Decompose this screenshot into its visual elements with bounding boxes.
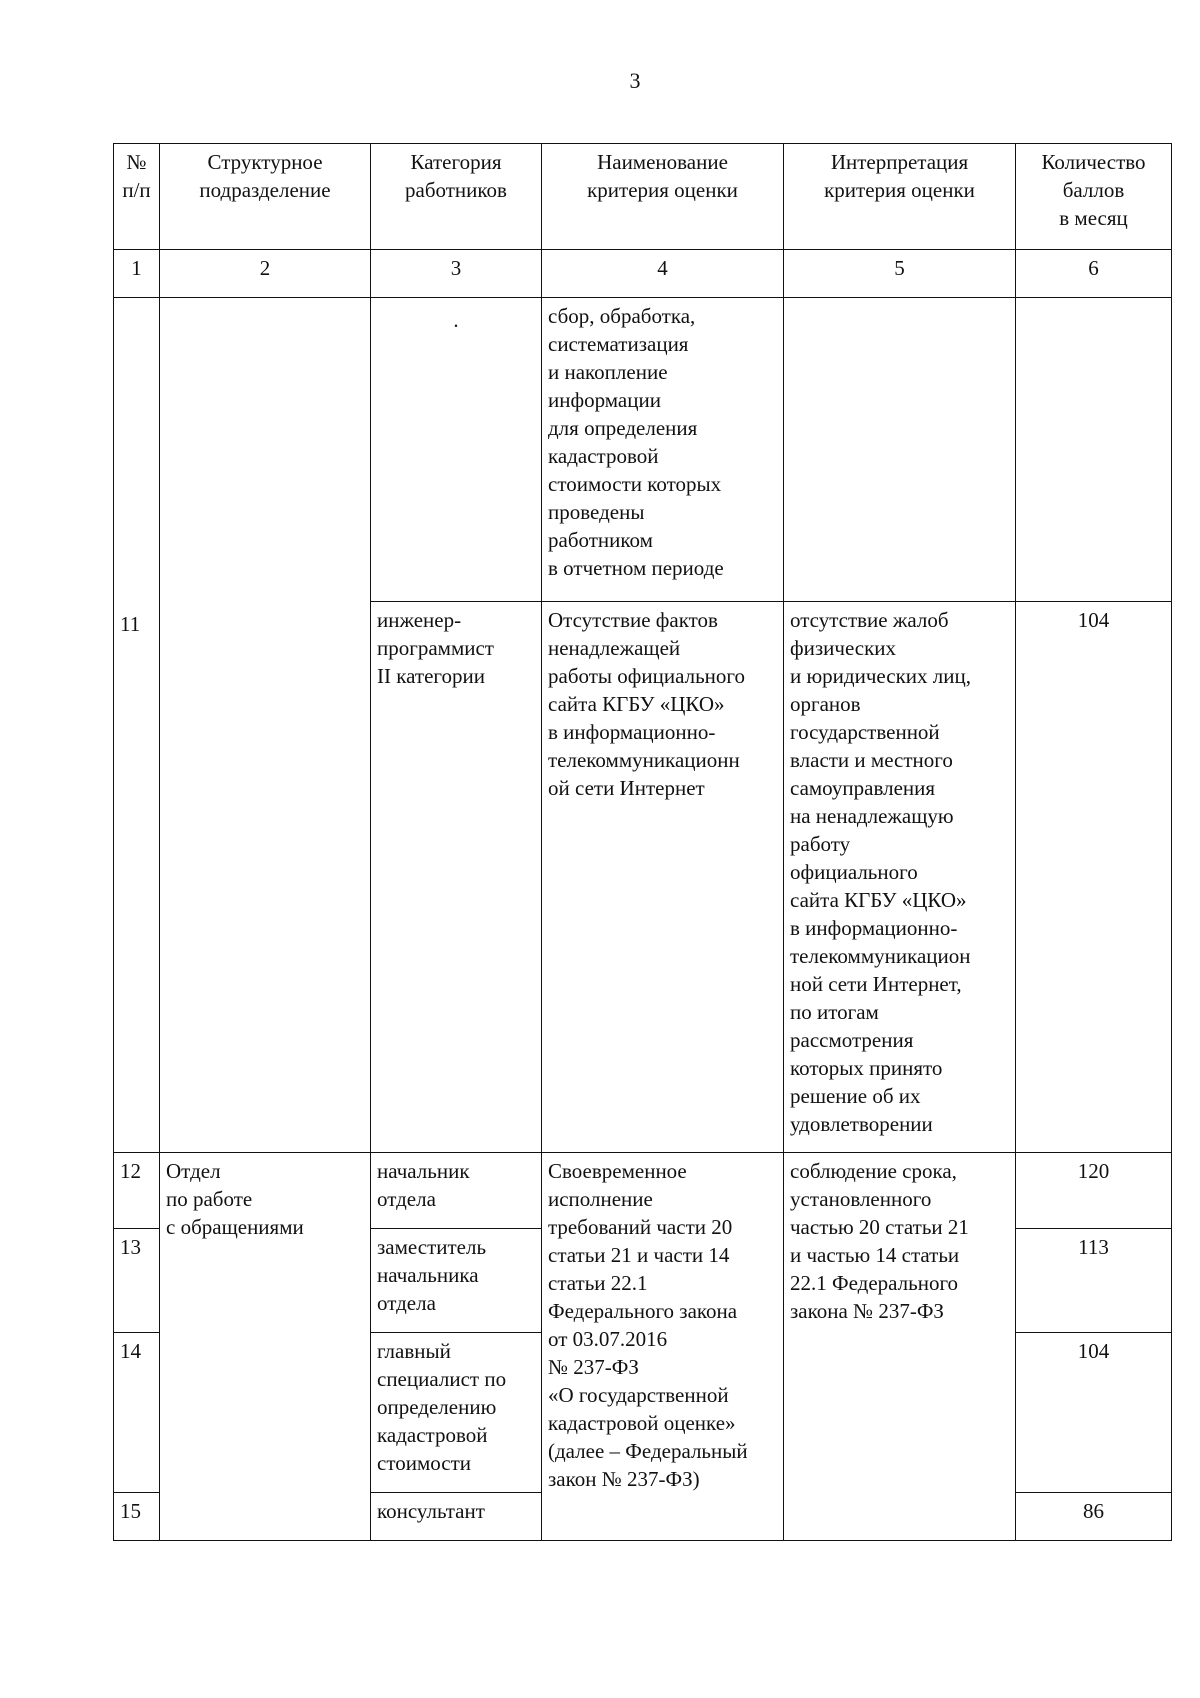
row15-category: консультант — [371, 1493, 542, 1541]
header-category: Категория работников — [371, 144, 542, 250]
division-cell-empty — [160, 298, 371, 1153]
continuation-criterion-cell: сбор, обработка, систематизация и накопление информации для определения кадастровой стоимости которых проведены работником в отчетном периоде — [542, 298, 784, 602]
row-number: 14 — [114, 1333, 160, 1493]
header-interpretation: Интерпретация критерия оценки — [784, 144, 1016, 250]
row13-points: 113 — [1016, 1229, 1172, 1333]
row14-points: 104 — [1016, 1333, 1172, 1493]
row-number: 15 — [114, 1493, 160, 1541]
column-number: 1 — [114, 250, 160, 298]
criteria-table — [113, 143, 1172, 1541]
row11-number-cell — [114, 298, 160, 1153]
header-points: Количество баллов в месяц — [1016, 144, 1172, 250]
row11-criterion: Отсутствие фактов ненадлежащей работы официального сайта КГБУ «ЦКО» в информационно- телекоммуникационн ой сети Интернет — [542, 602, 784, 1153]
column-number: 6 — [1016, 250, 1172, 298]
table-header-row — [114, 144, 1172, 250]
header-number: № п/п — [114, 144, 160, 250]
header-division: Структурное подразделение — [160, 144, 371, 250]
row-number: 13 — [114, 1229, 160, 1333]
continuation-category-cell — [371, 298, 542, 602]
row11-category: инженер- программист II категории — [371, 602, 542, 1153]
division-cell: Отдел по работе с обращениями — [160, 1153, 371, 1541]
group-interpretation-cell: соблюдение срока, установленного частью 20 статьи 21 и частью 14 статьи 22.1 Федерального закона № 237-ФЗ — [784, 1153, 1016, 1541]
row15-points: 86 — [1016, 1493, 1172, 1541]
row14-category: главный специалист по определению кадастровой стоимости — [371, 1333, 542, 1493]
stray-mark: · — [452, 314, 460, 338]
continuation-interpretation-cell — [784, 298, 1016, 602]
row13-category: заместитель начальника отдела — [371, 1229, 542, 1333]
column-number: 4 — [542, 250, 784, 298]
row11-interpretation: отсутствие жалоб физических и юридических лиц, органов государственной власти и местного самоуправления на ненадлежащую работу официального сайта КГБУ «ЦКО» в информационно- телекоммуникацион ной сети Интернет, по итогам рассмотрения которых принято решение об их удовлетворении — [784, 602, 1016, 1153]
page-number: 3 — [629, 68, 641, 93]
group-criterion-cell: Своевременное исполнение требований части 20 статьи 21 и части 14 статьи 22.1 Федерального закона от 03.07.2016 № 237-ФЗ «О государственной кадастровой оценке» (далее – Федеральный закон № 237-ФЗ) — [542, 1153, 784, 1541]
row-number: 11 — [120, 612, 141, 636]
column-numbers-row — [114, 250, 1172, 298]
table-row-12 — [114, 1153, 1172, 1229]
column-number: 2 — [160, 250, 371, 298]
row-number: 12 — [114, 1153, 160, 1229]
continuation-row — [114, 298, 1172, 602]
row12-points: 120 — [1016, 1153, 1172, 1229]
continuation-points-cell — [1016, 298, 1172, 602]
column-number: 5 — [784, 250, 1016, 298]
column-number: 3 — [371, 250, 542, 298]
row11-points: 104 — [1016, 602, 1172, 1153]
row12-category: начальник отдела — [371, 1153, 542, 1229]
header-criterion: Наименование критерия оценки — [542, 144, 784, 250]
